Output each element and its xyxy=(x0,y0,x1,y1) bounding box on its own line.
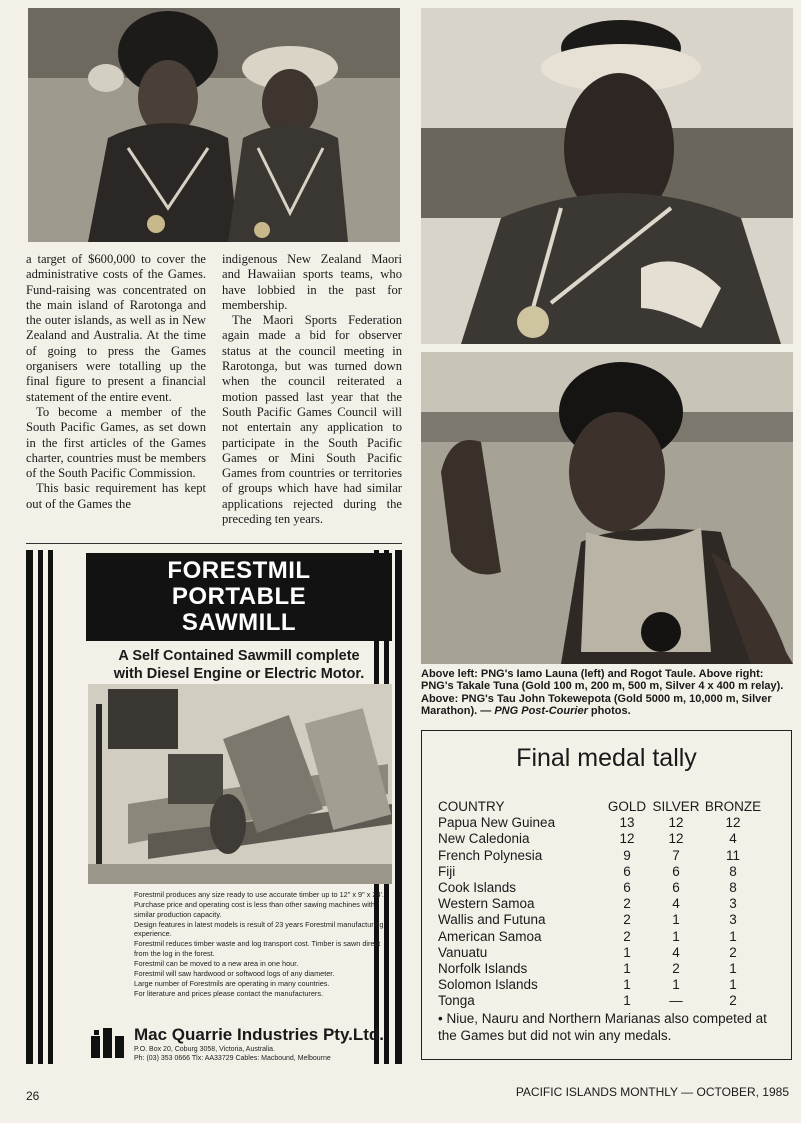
article-ad-divider xyxy=(26,543,402,544)
table-row xyxy=(438,912,778,928)
ad-feature-item: Forestmil can be moved to a new area in one hour. xyxy=(134,959,299,969)
country-cell: Western Samoa xyxy=(438,896,535,912)
table-row xyxy=(438,977,778,993)
forestmil-advertisement xyxy=(26,550,402,1064)
caption-credit: PNG Post-Courier xyxy=(494,704,588,717)
bronze-cell: 11 xyxy=(725,847,740,863)
table-row xyxy=(438,864,778,880)
table-row xyxy=(438,993,778,1009)
country-cell: American Samoa xyxy=(438,928,542,944)
medal-tally-table xyxy=(438,799,778,1010)
photo-athletes-with-medals-image xyxy=(28,8,400,242)
gold-cell: 2 xyxy=(623,896,631,912)
ad-address-line: Ph: (03) 353 0666 Tlx: AA33729 Cables: Macbound, Melbourne xyxy=(134,1054,331,1062)
bronze-cell: 2 xyxy=(729,944,737,960)
medal-tally-header-row xyxy=(438,799,778,815)
bronze-cell: 8 xyxy=(729,863,737,879)
ad-feature-item: Purchase price and operating cost is less than other sawing machines with similar production capacity. xyxy=(134,900,375,919)
bronze-cell: 3 xyxy=(729,912,737,928)
photo-takale-tuna-image xyxy=(421,8,793,344)
table-row xyxy=(438,929,778,945)
medal-tally-box xyxy=(421,730,792,1060)
gold-cell: 9 xyxy=(623,847,631,863)
ad-subtitle-line: with Diesel Engine or Electric Motor. xyxy=(113,666,365,682)
table-row xyxy=(438,831,778,847)
gold-cell: 1 xyxy=(623,993,631,1009)
page-number: 26 xyxy=(26,1089,40,1103)
ad-border-bar xyxy=(38,550,43,1064)
silver-cell: 12 xyxy=(668,815,684,831)
bronze-cell: 1 xyxy=(729,928,737,944)
bronze-cell: 3 xyxy=(729,896,737,912)
bronze-cell: 1 xyxy=(729,961,737,977)
article-paragraph: The Maori Sports Federation again made a bid for observer status at the council meeting in Rarotonga, but was turned down when the council reiterated a motion passed last year that the South Pacific Games Council will not entertain any application to participate in the South Pacific Games or Mini South Pacific Games from countries or territories of groups which have had similar applications rejected during the preceding ten years. xyxy=(222,313,402,527)
ad-feature-item: Design features in latest models is result of 23 years Forestmil manufacturing experience. xyxy=(134,919,384,939)
bronze-cell: 12 xyxy=(725,815,741,831)
gold-cell: 6 xyxy=(623,880,631,896)
country-cell: Cook Islands xyxy=(438,880,517,896)
ad-feature-item: Forestmil reduces timber waste and log transport cost. Timber is sawn direct from the log in the forest. xyxy=(134,939,381,959)
gold-cell: 1 xyxy=(623,977,631,993)
country-cell: Norfolk Islands xyxy=(438,961,528,977)
gold-cell: 2 xyxy=(623,928,631,944)
photo-caption xyxy=(421,668,793,717)
silver-cell: 7 xyxy=(672,847,680,863)
table-row xyxy=(438,961,778,977)
country-cell: New Caledonia xyxy=(438,831,530,847)
silver-cell: 4 xyxy=(672,896,680,912)
photo-tau-john-tokewepota-image xyxy=(421,352,793,664)
country-cell: Wallis and Futuna xyxy=(438,912,546,928)
ad-subtitle-line: A Self Contained Sawmill complete xyxy=(118,648,360,664)
ad-title-line: FORESTMIL xyxy=(167,557,311,584)
country-cell: Solomon Islands xyxy=(438,977,538,993)
table-row xyxy=(438,848,778,864)
ad-address-line: P.O. Box 20, Coburg 3058, Victoria, Australia. xyxy=(134,1046,275,1053)
photo-tau-john-tokewepota xyxy=(421,352,793,664)
silver-cell: 2 xyxy=(672,961,680,977)
gold-cell: 12 xyxy=(619,831,635,847)
table-row xyxy=(438,880,778,896)
article-paragraph: To become a member of the South Pacific Games, as set down in the first articles of the Games charter, countries must be members of the South Pacific Commission. xyxy=(26,404,206,481)
ad-feature-item: For literature and prices please contact the manufacturers. xyxy=(134,989,324,999)
header-bronze: BRONZE xyxy=(704,799,762,814)
silver-cell: 1 xyxy=(672,977,680,993)
ad-subtitle xyxy=(86,647,392,683)
sawmill-photo-image xyxy=(88,684,392,884)
country-cell: Tonga xyxy=(438,993,475,1009)
sawmill-photo xyxy=(88,684,392,884)
country-cell: Papua New Guinea xyxy=(438,815,556,831)
ad-feature-item: Forestmil will saw hardwood or softwood logs of any diameter. xyxy=(134,969,335,979)
magazine-footer: PACIFIC ISLANDS MONTHLY — OCTOBER, 1985 xyxy=(515,1085,789,1099)
silver-cell: — xyxy=(669,993,683,1009)
gold-cell: 1 xyxy=(623,961,631,977)
gold-cell: 6 xyxy=(623,863,631,879)
header-country: COUNTRY xyxy=(438,799,505,814)
article-paragraph: This basic requirement has kept out of the Games the xyxy=(26,481,206,511)
photo-athletes-with-medals xyxy=(28,8,400,242)
silver-cell: 6 xyxy=(672,880,680,896)
gold-cell: 13 xyxy=(619,815,635,831)
ad-border-bar xyxy=(48,550,53,1064)
gold-cell: 2 xyxy=(623,912,631,928)
country-cell: Vanuatu xyxy=(438,944,488,960)
article-paragraph: indigenous New Zealand Maori and Hawaiian sports teams, who have lobbied in the past for membership. xyxy=(222,252,402,312)
silver-cell: 1 xyxy=(672,912,680,928)
medal-tally-title: Final medal tally xyxy=(516,744,697,772)
table-row xyxy=(438,896,778,912)
caption-credit-suffix: photos. xyxy=(587,704,631,717)
table-row xyxy=(438,815,778,831)
bronze-cell: 1 xyxy=(729,977,737,993)
silver-cell: 6 xyxy=(672,863,680,879)
ad-title-line: PORTABLE xyxy=(171,583,307,610)
silver-cell: 1 xyxy=(672,928,680,944)
country-cell: Fiji xyxy=(438,863,456,879)
ad-feature-item: Large number of Forestmils are operating in many countries. xyxy=(134,979,330,989)
table-row xyxy=(438,945,778,961)
ad-feature-item: Forestmil produces any size ready to use accurate timber up to 12" x 9" x 24'. xyxy=(134,890,384,899)
article-paragraph: a target of $600,000 to cover the administrative costs of the Games. Fund-raising was concentrated on the main island of Rarotonga and the outer islands, as well as in New Zealand and Australia. At the time of going to press the Games organisers were totalling up the final figure to present a financial statement of the entire event. xyxy=(26,252,206,404)
silver-cell: 4 xyxy=(672,944,680,960)
header-gold: GOLD xyxy=(607,799,647,814)
country-cell: French Polynesia xyxy=(438,847,543,863)
bronze-cell: 2 xyxy=(729,993,737,1009)
article-column-2 xyxy=(222,252,402,527)
bronze-cell: 8 xyxy=(729,880,737,896)
ad-title xyxy=(86,553,392,641)
article-column-1 xyxy=(26,252,206,512)
ad-border-bar xyxy=(395,550,402,1064)
gold-cell: 1 xyxy=(623,944,631,960)
mac-quarrie-logo-icon xyxy=(91,1028,129,1058)
ad-company-name: Mac Quarrie Industries Pty.Ltd. xyxy=(134,1025,385,1044)
ad-features-list xyxy=(134,890,392,1000)
ad-title-line: SAWMILL xyxy=(181,609,297,636)
ad-border-bar xyxy=(26,550,33,1064)
medal-tally-note: • Niue, Nauru and Northern Marianas also competed at the Games but did not win any medals. xyxy=(438,1011,767,1043)
silver-cell: 12 xyxy=(668,831,684,847)
photo-takale-tuna xyxy=(421,8,793,344)
header-silver: SILVER xyxy=(652,799,700,814)
caption-text: Above left: PNG's Iamo Launa (left) and Rogot Taule. Above right: PNG's Takale Tuna (Gold 100 m, 200 m, 500 m, Silver 4 x 400 m relay). Above: PNG's Tau John Tokewepota (Gold 5000 m, 10,000 m, Silver Marathon). — xyxy=(421,668,784,717)
ad-address xyxy=(134,1046,396,1063)
bronze-cell: 4 xyxy=(729,831,737,847)
